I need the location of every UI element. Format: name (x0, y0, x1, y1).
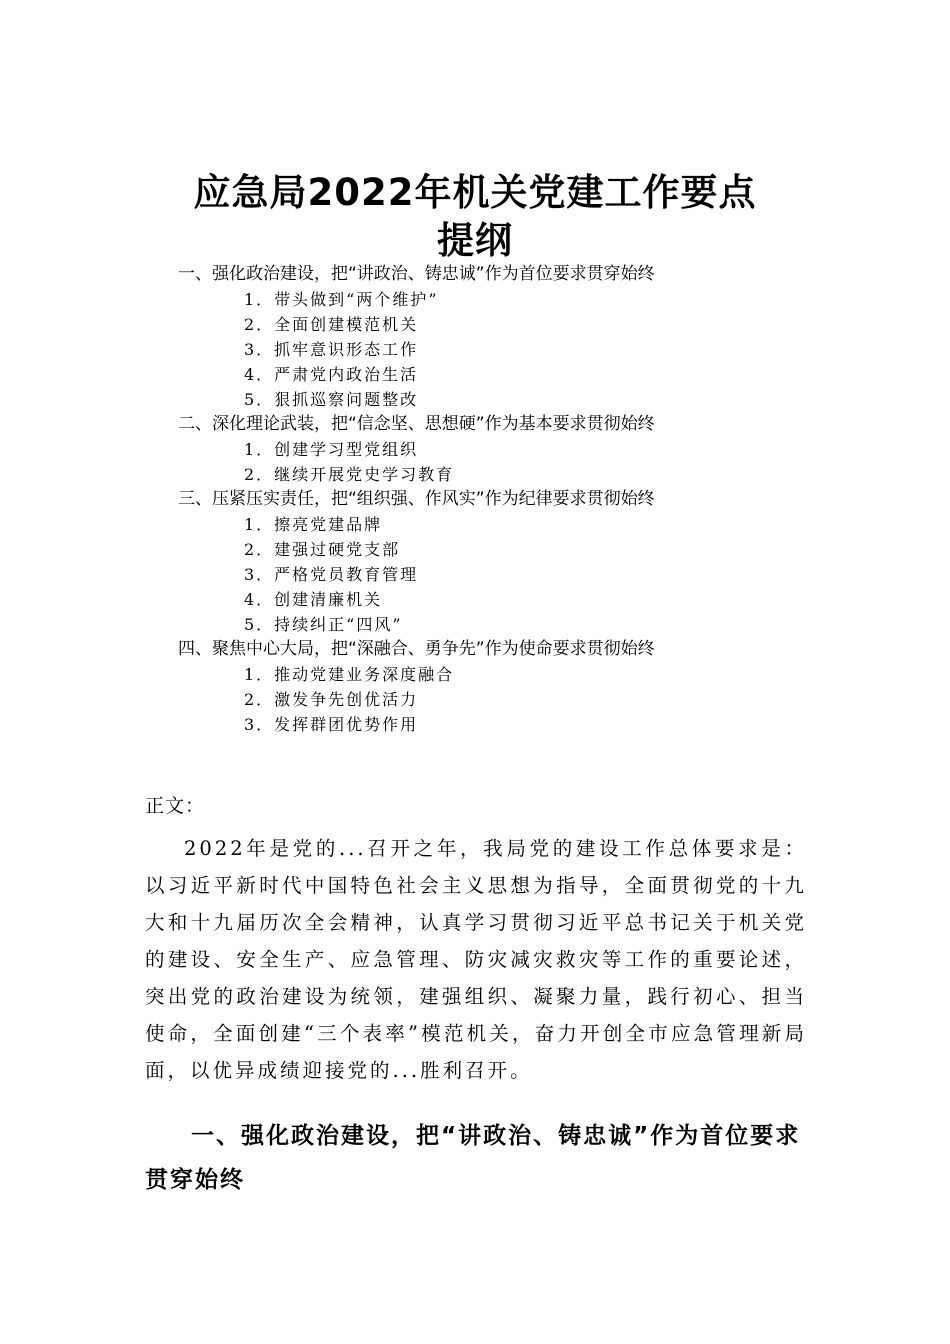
outline-heading-3: 三、压紧压实责任，把“组织强、作风实”作为纪律要求贯彻始终 (178, 489, 655, 509)
outline-item: 1．推动党建业务深度融合 (244, 665, 455, 684)
section-heading: 一、强化政治建设，把“讲政治、铸忠诚”作为首位要求贯穿始终 (145, 1123, 801, 1193)
outline-item: 3．严格党员教育管理 (244, 565, 419, 584)
outline-heading-1: 一、强化政治建设，把“讲政治、铸忠诚”作为首位要求贯穿始终 (178, 264, 655, 284)
outline-item: 5．持续纠正“四风” (244, 615, 403, 634)
outline-item: 4．创建清廉机关 (244, 590, 383, 609)
outline-item: 1．创建学习型党组织 (244, 440, 419, 459)
outline-item: 3．抓牢意识形态工作 (244, 340, 419, 359)
outline-heading-2: 二、深化理论武装，把“信念坚、思想硬”作为基本要求贯彻始终 (178, 414, 655, 434)
outline-item: 4．严肃党内政治生活 (244, 365, 419, 384)
outline-item: 1．擦亮党建品牌 (244, 515, 383, 534)
document-title: 应急局2022年机关党建工作要点 (193, 171, 757, 214)
document-subtitle: 提纲 (437, 219, 513, 262)
outline-heading-4: 四、聚焦中心大局，把“深融合、勇争先”作为使命要求贯彻始终 (178, 639, 655, 659)
body-label: 正文： (145, 795, 206, 817)
outline-item: 2．建强过硬党支部 (244, 540, 401, 559)
outline-item: 2．激发争先创优活力 (244, 690, 419, 709)
outline-item: 1．带头做到“两个维护” (244, 290, 439, 309)
outline-item: 2．全面创建模范机关 (244, 315, 419, 334)
outline (0, 262, 950, 737)
body-paragraph: 2022年是党的...召开之年，我局党的建设工作总体要求是：以习近平新时代中国特色社会主义思想为指导，全面贯彻党的十九大和十九届历次全会精神，认真学习贯彻习近平总书记关于机关党的建设、安全生产、应急管理、防灾减灾救灾等工作的重要论述，突出党的政治建设为统领，建强组织、凝聚力量，践行初心、担当使命，全面创建“三个表率”模范机关，奋力开创全市应急管理新局面，以优异成绩迎接党的...胜利召开。 (145, 837, 807, 1082)
outline-item: 5．狠抓巡察问题整改 (244, 390, 419, 409)
outline-item: 3．发挥群团优势作用 (244, 715, 419, 734)
outline-item: 2．继续开展党史学习教育 (244, 465, 455, 484)
